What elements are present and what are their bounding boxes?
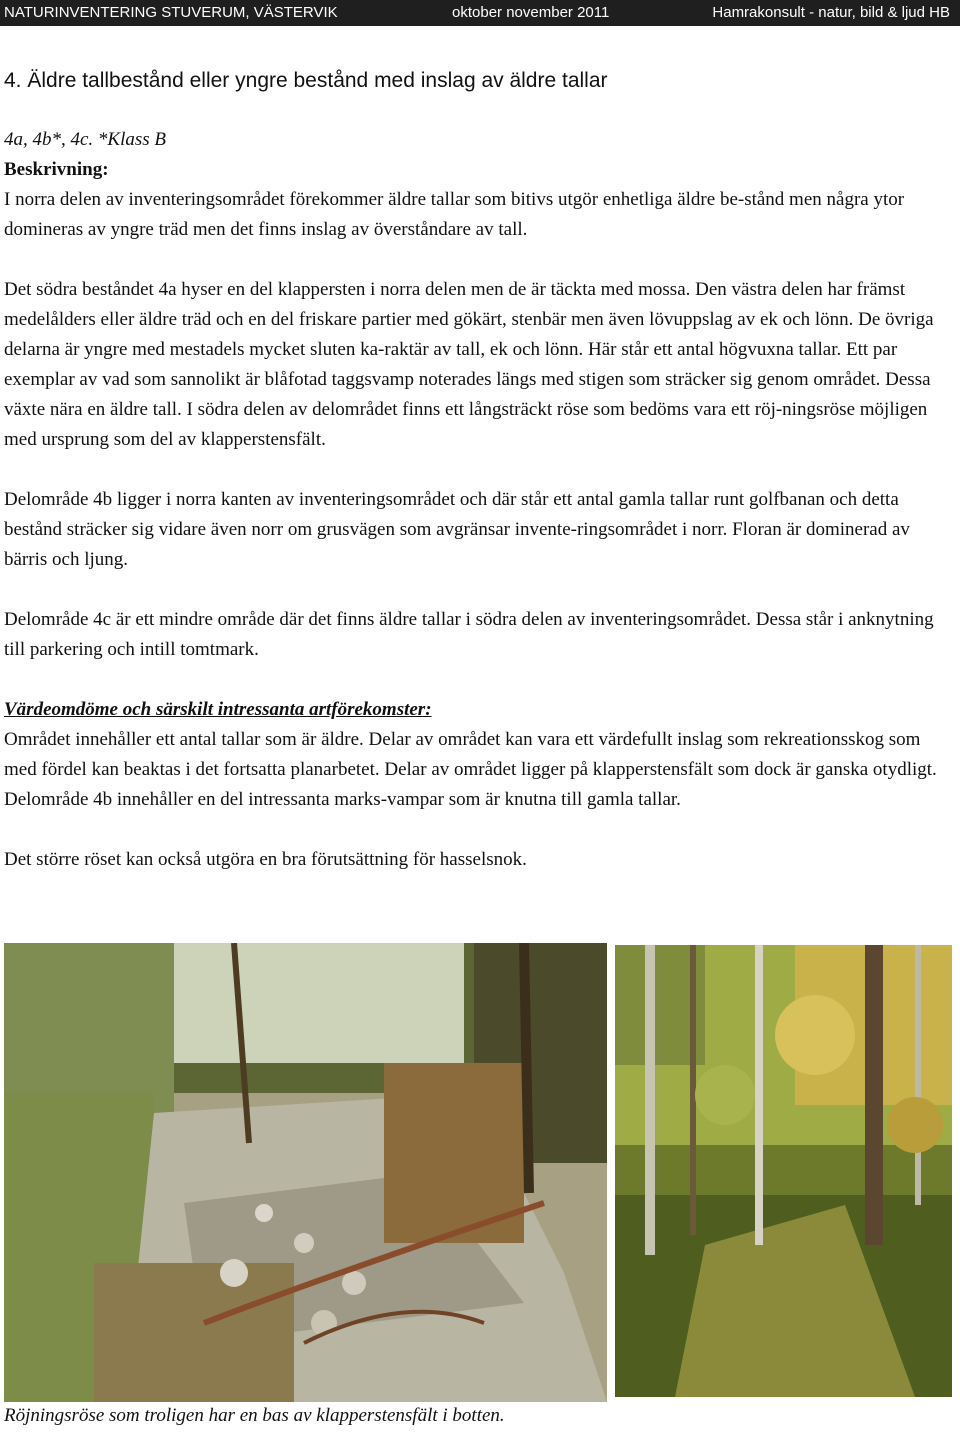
section-heading: 4. Äldre tallbestånd eller yngre bestånd med inslag av äldre tallar — [4, 69, 608, 92]
subareas-line: 4a, 4b*, 4c. *Klass B — [4, 129, 167, 150]
header-date: oktober november 2011 — [452, 4, 610, 21]
cairn-photo — [4, 943, 607, 1402]
value-label: Värdeomdöme och särskilt intressanta artförekomster: — [4, 699, 432, 720]
forest-photo — [615, 945, 952, 1397]
description-paragraph-1: I norra delen av inventeringsområdet förekommer äldre tallar som bitivs utgör enhetliga äldre be-stånd men några ytor domineras av yngre träd men det finns inslag av överståndare av tall. — [4, 189, 905, 240]
value-paragraph-2: Det större röset kan också utgöra en bra förutsättning för hasselsnok. — [4, 849, 527, 870]
photo-caption: Röjningsröse som troligen har en bas av klapperstensfält i botten. — [4, 1405, 505, 1426]
description-paragraph-3: Delområde 4b ligger i norra kanten av inventeringsområdet och där står ett antal gamla tallar runt golfbanan och detta bestånd sträcker sig vidare även norr om grusvägen som avgränsar invente-ringsområdet i norr. Floran är dominerad av bärris och ljung. — [4, 489, 910, 570]
document-body — [4, 125, 944, 905]
header-title: NATURINVENTERING STUVERUM, VÄSTERVIK — [4, 4, 338, 21]
description-label: Beskrivning: — [4, 159, 109, 180]
value-paragraph-1: Området innehåller ett antal tallar som är äldre. Delar av området kan vara ett värdefullt inslag som rekreationsskog som med fördel kan beaktas i det fortsatta planarbetet. Delar av området ligger på klapperstensfält som dock är ganska otydligt. Delområde 4b innehåller en del intressanta marks-vampar som är knutna till gamla tallar. — [4, 729, 937, 810]
description-paragraph-4: Delområde 4c är ett mindre område där det finns äldre tallar i södra delen av inventeringsområdet. Dessa står i anknytning till parkering och intill tomtmark. — [4, 609, 934, 660]
header-author: Hamrakonsult - natur, bild & ljud HB — [712, 4, 950, 21]
page-header — [0, 0, 960, 26]
description-paragraph-2: Det södra beståndet 4a hyser en del klappersten i norra delen men de är täckta med mossa. Den västra delen har främst medelålders eller äldre träd och en del friskare partier med gökärt, stenbär men även lövuppslag av ek och lönn. De övriga delarna är yngre med mestadels mycket sluten ka-raktär av tall, ek och lönn. Här står ett antal högvuxna tallar. Ett par exemplar av vad som sannolikt är blåfotad taggsvamp noterades längs med stigen som sträcker sig genom området. Dessa växte nära en äldre tall. I södra delen av delområdet finns ett långsträckt röse som bedöms vara ett röj-ningsröse möjligen med ursprung som del av klapperstensfält. — [4, 279, 934, 450]
